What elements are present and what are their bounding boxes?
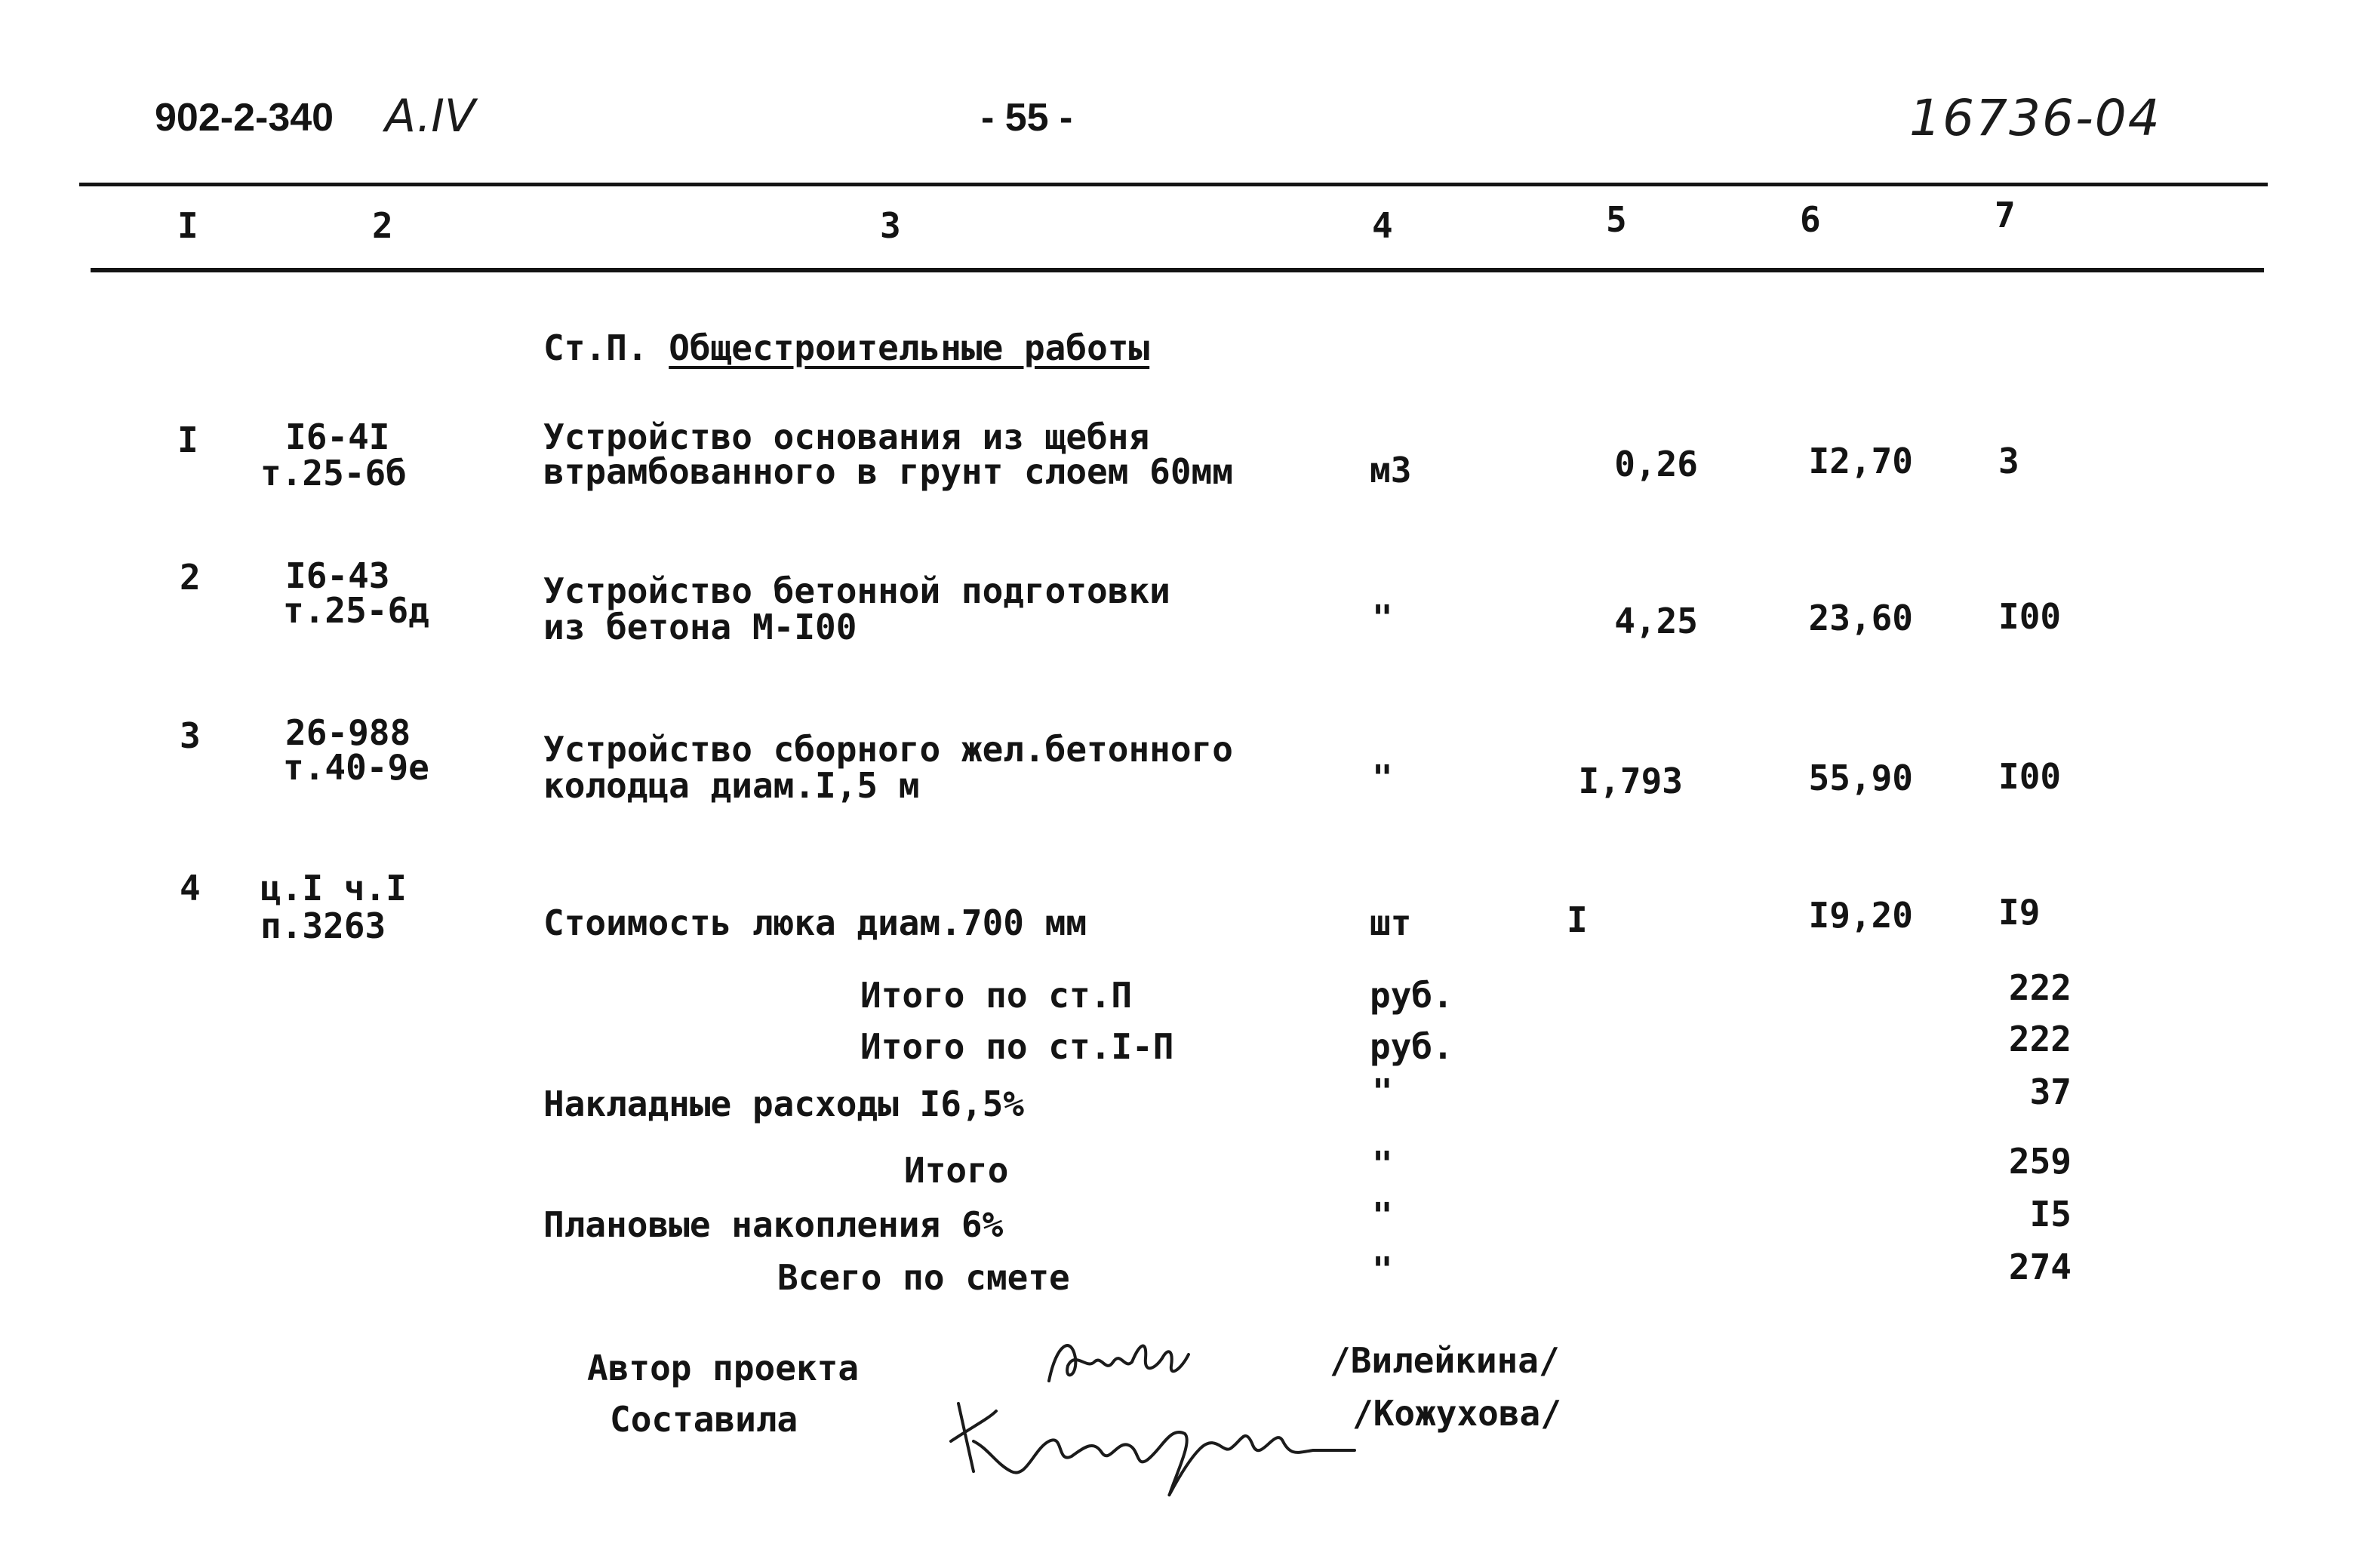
row-number: 3: [180, 715, 201, 756]
rate-table: т.25-6д: [283, 590, 429, 631]
row-total: I00: [1998, 596, 2062, 637]
row-total: I00: [1998, 756, 2062, 797]
column-header-5: 5: [1606, 199, 1627, 240]
author-name: /Вилейкина/: [1330, 1340, 1560, 1381]
total-value: 259: [2008, 1141, 2072, 1182]
unit-price: 23,60: [1808, 598, 1913, 638]
column-header-6: 6: [1800, 199, 1821, 240]
unit: шт: [1370, 902, 1412, 943]
total-unit: ": [1372, 1071, 1393, 1112]
total-value: 274: [2008, 1247, 2072, 1287]
work-description-cont: втрамбованного в грунт слоем 60мм: [543, 451, 1233, 492]
total-value: 37: [2029, 1071, 2072, 1112]
column-header-4: 4: [1372, 205, 1393, 246]
rate-code: 26-988: [285, 712, 411, 753]
header-bottom-rule: [91, 268, 2264, 272]
rate-table: т.40-9е: [283, 747, 429, 788]
unit-price: I9,20: [1808, 895, 1913, 936]
project-code: 902-2-340: [155, 96, 334, 140]
total-label: Итого по ст.I-П: [860, 1026, 1174, 1067]
column-header-2: 2: [372, 205, 393, 246]
compiler-label: Составила: [610, 1399, 798, 1440]
total-value: 222: [2008, 967, 2072, 1008]
total-unit: руб.: [1370, 1026, 1453, 1067]
column-header-7: 7: [1995, 195, 2016, 235]
compiler-signature: [943, 1381, 1366, 1502]
author-label: Автор проекта: [587, 1348, 860, 1388]
unit: м3: [1370, 450, 1412, 490]
page-number: - 55 -: [981, 96, 1073, 140]
total-value: 222: [2008, 1019, 2072, 1059]
rate-code: I6-43: [285, 555, 390, 596]
total-label: Итого по ст.П: [860, 975, 1133, 1016]
unit: ": [1372, 758, 1393, 798]
rate-code: ц.I ч.I: [260, 868, 407, 909]
row-total: I9: [1998, 892, 2041, 933]
total-unit: руб.: [1370, 975, 1453, 1016]
column-header-3: 3: [880, 205, 901, 246]
section-title: [543, 327, 1150, 368]
unit: ": [1372, 598, 1393, 638]
total-label: Плановые накопления 6%: [543, 1204, 1004, 1245]
work-description-cont: колодца диам.I,5 м: [543, 765, 920, 806]
total-value: I5: [2029, 1194, 2072, 1234]
total-label: Всего по смете: [777, 1257, 1070, 1298]
work-description: Устройство сборного жел.бетонного: [543, 729, 1233, 770]
album-number: A.IV: [385, 90, 475, 143]
compiler-name: /Кожухова/: [1352, 1393, 1561, 1434]
work-description-cont: из бетона М-I00: [543, 607, 857, 647]
total-unit: ": [1372, 1250, 1393, 1290]
unit-price: I2,70: [1808, 441, 1913, 481]
total-unit: ": [1372, 1195, 1393, 1236]
total-unit: ": [1372, 1144, 1393, 1185]
rate-code: I6-4I: [285, 417, 390, 457]
document-number: 16736-04: [1909, 89, 2161, 147]
quantity: 4,25: [1614, 601, 1698, 641]
total-label: Накладные расходы I6,5%: [543, 1084, 1024, 1124]
section-title-text: Общестроительные работы: [669, 327, 1150, 368]
row-number: 2: [180, 557, 201, 598]
work-description: Устройство основания из щебня: [543, 417, 1150, 457]
column-header-1: I: [177, 205, 198, 246]
row-number: I: [177, 420, 198, 460]
row-number: 4: [180, 868, 201, 909]
work-description: Стоимость люка диам.700 мм: [543, 902, 1087, 943]
top-rule: [79, 183, 2268, 186]
rate-table: п.3263: [260, 905, 386, 946]
unit-price: 55,90: [1808, 758, 1913, 798]
row-total: 3: [1998, 441, 2019, 481]
quantity: I,793: [1578, 761, 1683, 801]
section-title-prefix: Ст.П.: [543, 327, 648, 368]
total-label: Итого: [904, 1150, 1009, 1191]
work-description: Устройство бетонной подготовки: [543, 570, 1170, 611]
quantity: I: [1567, 899, 1588, 940]
quantity: 0,26: [1614, 444, 1698, 484]
rate-table: т.25-6б: [260, 453, 407, 493]
